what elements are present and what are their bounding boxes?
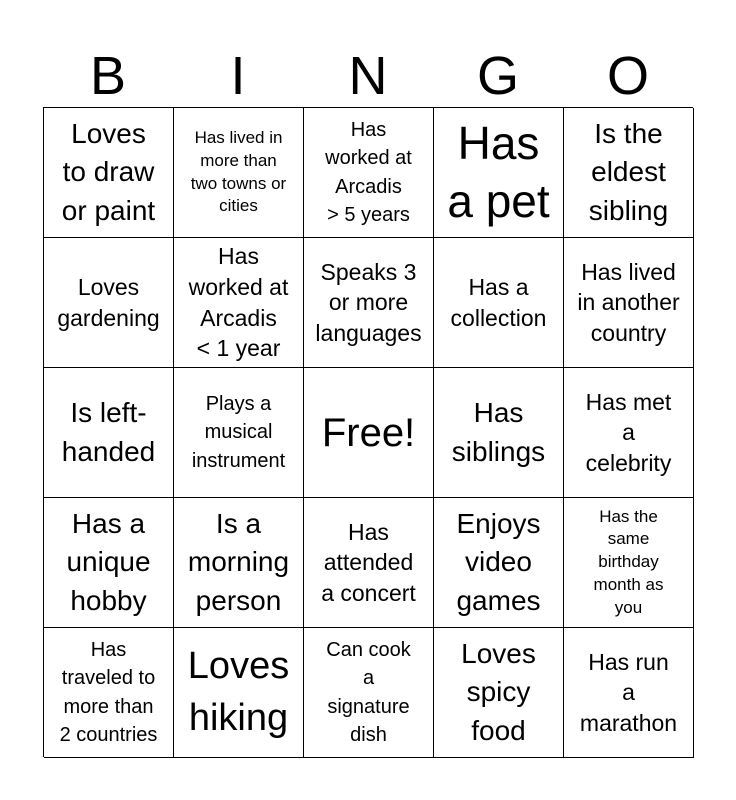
header-letter-g: G: [476, 46, 519, 106]
cell-text: Has lived in more than two towns or cities: [190, 127, 287, 216]
bingo-cell: [44, 628, 174, 758]
bingo-cell: [434, 238, 564, 368]
cell-text: Speaks 3 or more languages: [315, 258, 422, 346]
cell-text: Enjoys video games: [456, 507, 541, 616]
bingo-header: [43, 44, 693, 108]
bingo-cell: [304, 108, 434, 238]
cell-text: Is left- handed: [61, 396, 156, 467]
cell-text: Has attended a concert: [321, 518, 416, 606]
cell-text: Is a morning person: [187, 507, 290, 616]
cell-text: Loves gardening: [57, 273, 160, 331]
bingo-cell: [434, 368, 564, 498]
bingo-cell: [44, 108, 174, 238]
bingo-cell: [174, 498, 304, 628]
bingo-cell: [564, 628, 694, 758]
cell-text: Has a collection: [450, 273, 547, 331]
bingo-cell: [564, 498, 694, 628]
cell-text: Loves to draw or paint: [61, 117, 156, 226]
bingo-cell: [564, 108, 694, 238]
bingo-cell: [44, 498, 174, 628]
bingo-cell: [174, 108, 304, 238]
header-letter-i: I: [230, 46, 246, 106]
bingo-cell: [564, 238, 694, 368]
bingo-cell: [434, 108, 564, 238]
bingo-cell: [304, 498, 434, 628]
cell-text: Loves spicy food: [461, 637, 536, 746]
bingo-cell: [44, 238, 174, 368]
free-cell: [304, 368, 434, 498]
cell-text: Has met a celebrity: [585, 388, 672, 476]
header-letter-o: O: [606, 46, 649, 106]
bingo-cell: [174, 628, 304, 758]
bingo-cell: [174, 238, 304, 368]
cell-text: Loves hiking: [187, 645, 290, 739]
bingo-grid: [43, 107, 693, 757]
bingo-cell: [304, 628, 434, 758]
cell-text: Has traveled to more than 2 countries: [59, 638, 158, 746]
cell-text: Has run a marathon: [579, 648, 678, 736]
header-letter-n: N: [348, 46, 388, 106]
header-letter-b: B: [89, 46, 127, 106]
cell-text: Plays a musical instrument: [191, 392, 286, 472]
cell-text: Has a unique hobby: [66, 507, 151, 616]
cell-text: Is the eldest sibling: [588, 117, 669, 226]
cell-text: Free!: [321, 410, 416, 455]
cell-text: Has lived in another country: [577, 258, 680, 346]
cell-text: Has worked at Arcadis < 1 year: [188, 243, 289, 362]
bingo-cell: [434, 628, 564, 758]
bingo-cell: [174, 368, 304, 498]
bingo-cell: [564, 368, 694, 498]
cell-text: Can cook a signature dish: [326, 638, 411, 746]
bingo-cell: [434, 498, 564, 628]
cell-text: Has the same birthday month as you: [593, 506, 664, 617]
cell-text: Has worked at Arcadis > 5 years: [325, 118, 412, 226]
cell-text: Has a pet: [447, 117, 550, 227]
bingo-cell: [44, 368, 174, 498]
bingo-cell: [304, 238, 434, 368]
cell-text: Has siblings: [451, 396, 546, 467]
